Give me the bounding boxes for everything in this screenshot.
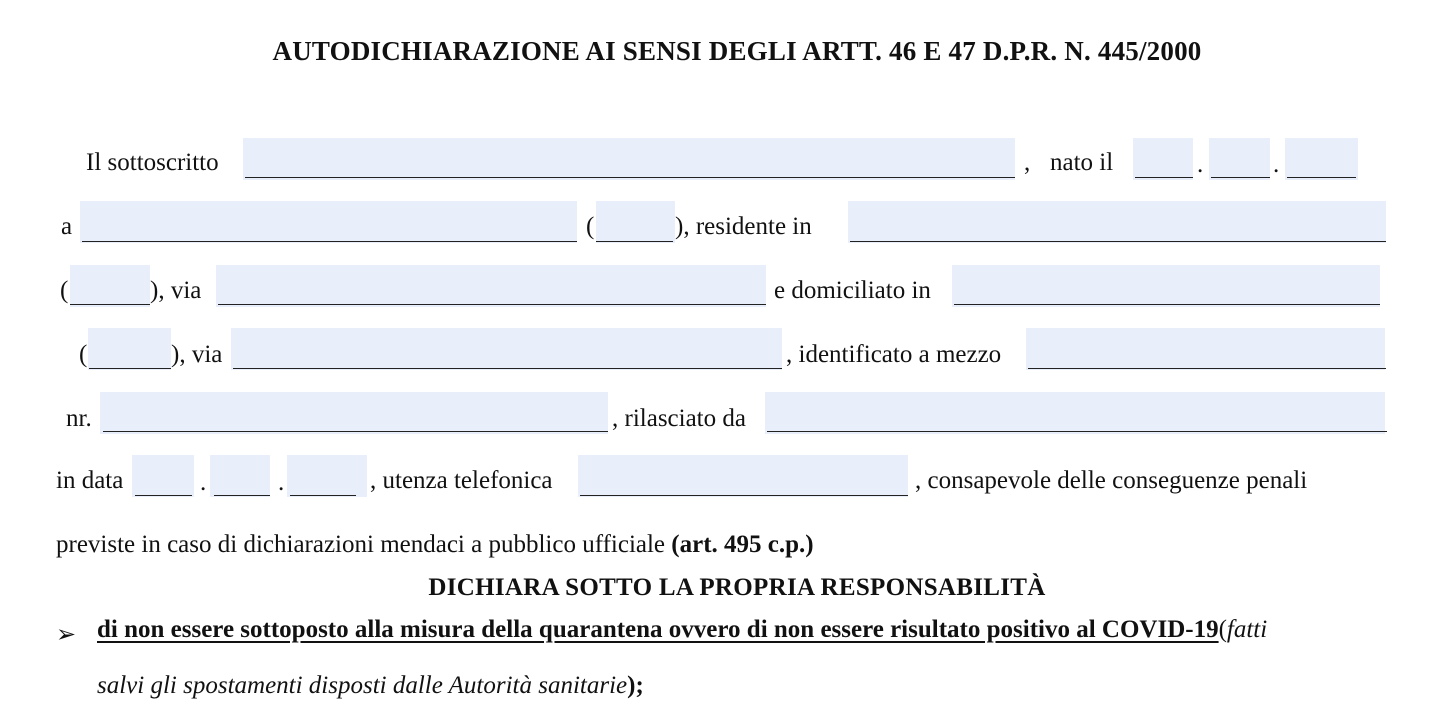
field-via-domicilio[interactable] bbox=[231, 328, 782, 370]
date-dot: . bbox=[278, 469, 285, 496]
field-data-giorno[interactable] bbox=[132, 455, 194, 497]
bullet-italic-cont: salvi gli spostamenti disposti dalle Autorità sanitarie bbox=[97, 672, 628, 699]
field-rilasciato-da[interactable] bbox=[765, 392, 1385, 434]
field-data-mese[interactable] bbox=[210, 455, 270, 497]
bullet-line-2 bbox=[97, 672, 644, 700]
field-nascita-mese[interactable] bbox=[1209, 138, 1270, 180]
date-dot: . bbox=[200, 469, 207, 496]
label-domiciliato: e domiciliato in bbox=[774, 277, 931, 304]
label-art: (art. 495 c.p.) bbox=[671, 531, 814, 558]
previste-text bbox=[56, 530, 814, 560]
label-via: ), via bbox=[150, 277, 202, 304]
bullet-italic-start: fatti bbox=[1226, 616, 1268, 643]
label-open-paren: ( bbox=[79, 341, 88, 368]
field-documento[interactable] bbox=[1026, 328, 1385, 370]
label-sottoscritto: Il sottoscritto bbox=[86, 149, 219, 176]
label-open-paren: ( bbox=[586, 213, 595, 240]
label-utenza: , utenza telefonica bbox=[370, 467, 553, 494]
label-via: ), via bbox=[171, 341, 223, 368]
arrow-bullet-icon: ➢ bbox=[56, 622, 77, 648]
field-provincia-nascita[interactable] bbox=[596, 201, 675, 243]
date-dot: . bbox=[1273, 151, 1280, 178]
label-consapevole: , consapevole delle conseguenze penali bbox=[915, 467, 1308, 494]
label-rilasciato: , rilasciato da bbox=[612, 405, 746, 432]
date-dot: . bbox=[1197, 151, 1204, 178]
section-heading: DICHIARA SOTTO LA PROPRIA RESPONSABILITÀ bbox=[428, 574, 1046, 601]
label-nr: nr. bbox=[66, 405, 92, 432]
bullet-main-text: di non essere sottoposto alla misura della quarantena ovvero di non essere risultato positivo al COVID-19 bbox=[97, 616, 1219, 643]
bullet-end: ); bbox=[627, 672, 644, 699]
bullet-paren-open: ( bbox=[1218, 616, 1227, 643]
bullet-line-1 bbox=[97, 616, 1267, 644]
label-nato-il: nato il bbox=[1050, 149, 1114, 176]
label-open-paren: ( bbox=[60, 277, 69, 304]
field-data-anno[interactable] bbox=[287, 455, 367, 497]
field-provincia-residenza[interactable] bbox=[70, 265, 150, 307]
label-residente: ), residente in bbox=[675, 213, 812, 240]
label-previste: previste in caso di dichiarazioni mendaci a pubblico ufficiale bbox=[56, 531, 672, 558]
label-comma: , bbox=[1024, 149, 1031, 176]
field-comune-domicilio[interactable] bbox=[952, 265, 1380, 307]
label-in-data: in data bbox=[56, 467, 124, 494]
document-title: AUTODICHIARAZIONE AI SENSI DEGLI ARTT. 46 E 47 D.P.R. N. 445/2000 bbox=[272, 36, 1202, 66]
field-via-residenza[interactable] bbox=[216, 265, 766, 307]
field-nascita-giorno[interactable] bbox=[1133, 138, 1193, 180]
field-comune-residenza[interactable] bbox=[848, 201, 1386, 243]
field-numero-documento[interactable] bbox=[100, 392, 608, 434]
label-identificato: , identificato a mezzo bbox=[786, 341, 1002, 368]
field-telefono[interactable] bbox=[578, 455, 908, 497]
label-a: a bbox=[61, 213, 73, 240]
field-nascita-anno[interactable] bbox=[1285, 138, 1358, 180]
field-luogo-nascita[interactable] bbox=[80, 201, 577, 243]
field-nome[interactable] bbox=[243, 138, 1015, 180]
field-provincia-domicilio[interactable] bbox=[88, 328, 171, 370]
